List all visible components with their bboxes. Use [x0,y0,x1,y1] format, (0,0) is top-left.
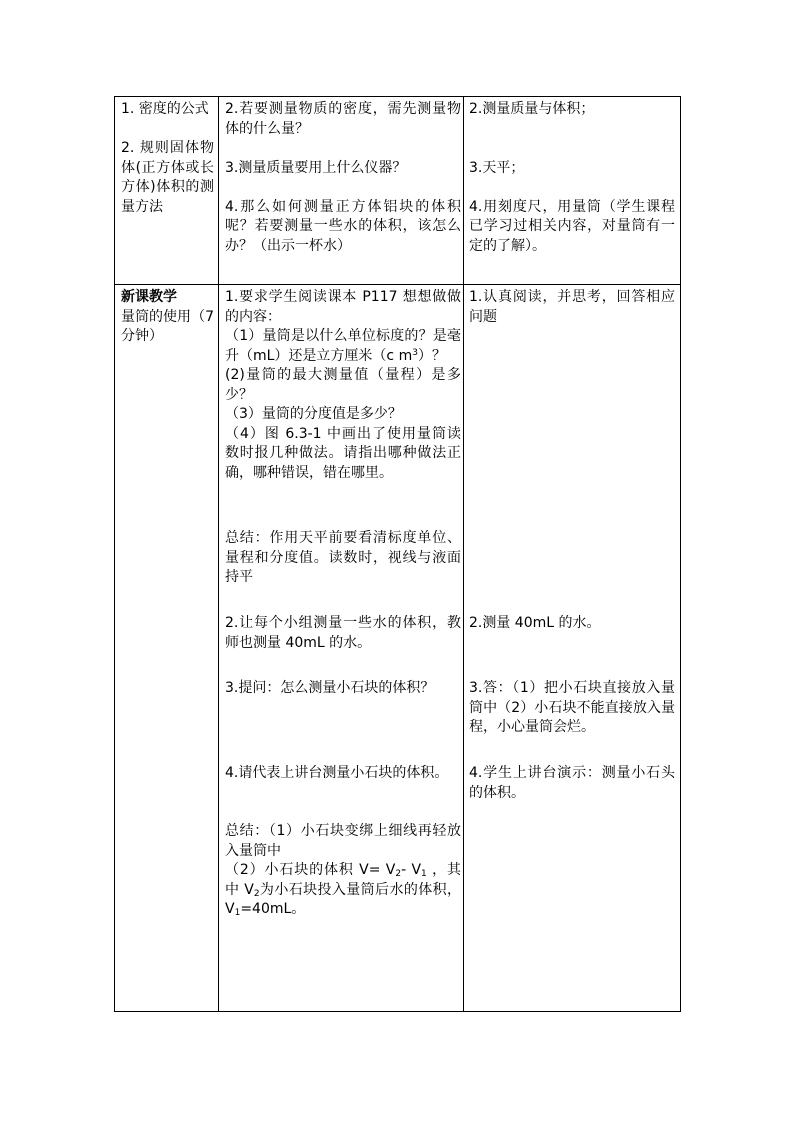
answer-mass-volume: 2.测量质量与体积； [469,101,595,117]
row1-col3-cell [469,100,675,256]
item-density-formula: 1. 密度的公式 [121,101,209,117]
row2-col3-cell [469,288,675,1008]
item-regular-solid-volume: 2. 规则固体物体(正方体或长方体)体积的测量方法 [121,140,214,215]
task-group-measure: 2.让每个小组测量一些水的体积，教师也测量 40mL 的水。 [225,615,461,651]
answer-balance: 3.天平； [469,159,525,176]
summary-step-1: 总结：（1）小石块变绑上细线再轻放入量筒中 [225,823,461,859]
question-measure-quantity: 2.若要测量物质的密度，需先测量物体的什么量？ [225,101,461,137]
column-divider-2 [463,97,464,1011]
question-reading-method: （4）图 6.3-1 中画出了使用量筒读数时报几种做法。请指出哪种做法正确，哪种错误，错在哪里。 [225,425,461,481]
row-divider [115,284,680,285]
question-range: (2)量筒的最大测量值（量程）是多少？ [225,367,461,403]
answer-ruler-cylinder: 4.用刻度尺，用量筒（学生课程已学习过相关内容，对量筒有一定的了解）。 [469,198,675,254]
question-measure-volume: 4.那么如何测量正方体铝块的体积呢？若要测量一些水的体积，该怎么办？（出示一杯水） [225,198,461,254]
summary-stone-volume [225,822,461,920]
row2-col2-cell [225,288,461,1008]
question-mass-instrument: 3.测量质量要用上什么仪器？ [225,159,407,176]
answer-measure-water: 2.测量 40mL 的水。 [469,615,601,631]
row2-col1-cell [121,288,214,347]
answer-stone-method: 3.答：（1）把小石块直接放入量筒中（2）小石块不能直接放入量程，小心量筒会烂。 [469,680,675,735]
section-heading: 新课教学 [121,289,177,305]
row1-col2-cell [225,100,461,256]
question-unit: （1）量筒是以什么单位标度的？是毫升（mL）还是立方厘米（c $m^3$）？ [225,328,461,364]
task-demo-stone: 4.请代表上讲台测量小石块的体积。 [225,765,449,781]
summary-step-2: （2）小石块的体积 $V= V_2-$ $V_1$ ，其中 $V_2$为小石块投入量筒后水的体积，$V_1=40mL$。 [225,862,462,918]
answer-demo: 4.学生上讲台演示：测量小石头的体积。 [469,765,675,801]
task-read-textbook: 1.要求学生阅读课本 P117 想想做做的内容： [225,289,461,325]
lesson-plan-table [114,96,681,1012]
answer-read-think: 1.认真阅读，并思考，回答相应问题 [469,289,675,325]
summary-reading: 总结：作用天平前要看清标度单位、量程和分度值。读数时，视线与液面持平 [225,530,461,585]
section-topic: 量筒的使用（7 分钟） [121,308,214,344]
question-stone-volume: 3.提问：怎么测量小石块的体积？ [225,680,435,696]
row1-col1-cell [121,100,214,217]
question-division: （3）量筒的分度值是多少？ [225,406,402,422]
column-divider-1 [218,97,219,1011]
